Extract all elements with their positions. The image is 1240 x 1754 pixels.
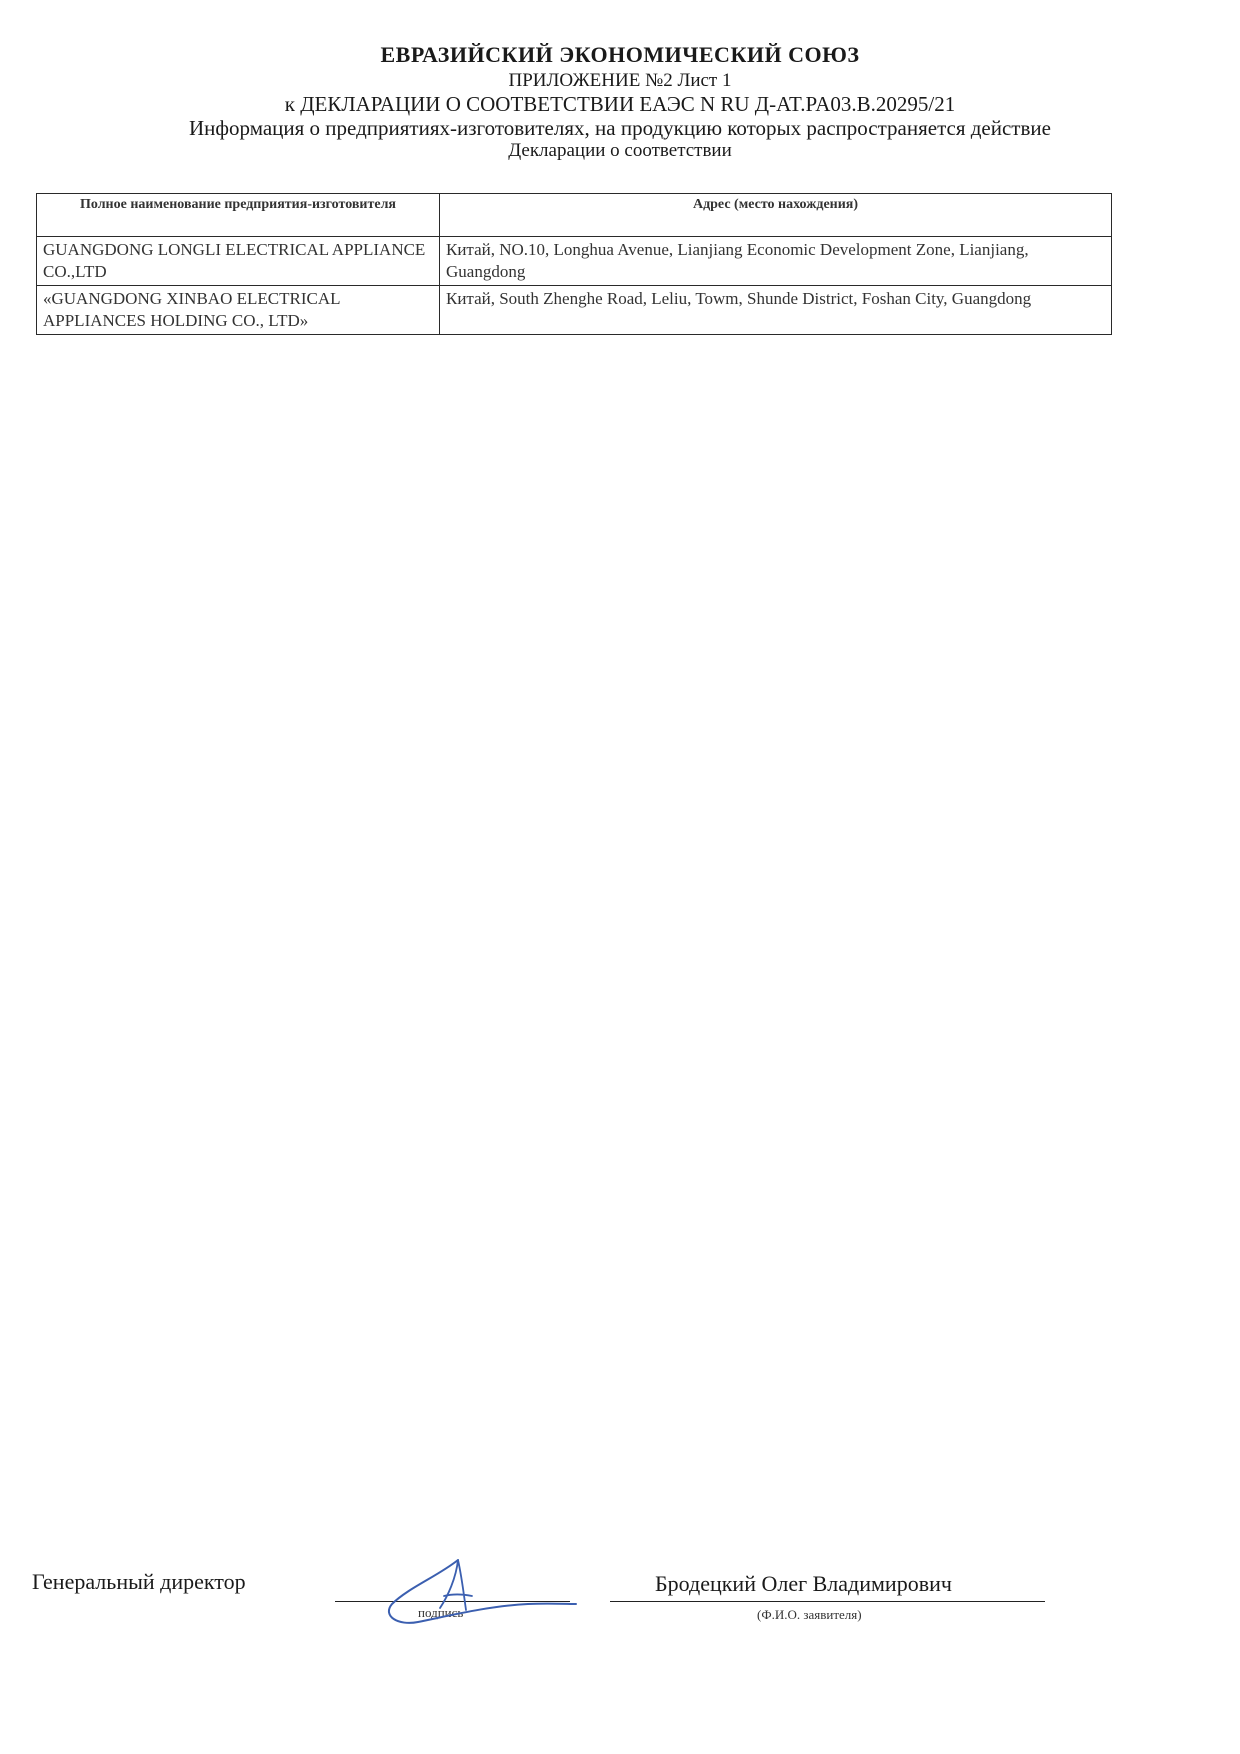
- document-header: [0, 40, 1240, 162]
- handwritten-signature: [378, 1548, 578, 1628]
- union-title: ЕВРАЗИЙСКИЙ ЭКОНОМИЧЕСКИЙ СОЮЗ: [380, 42, 860, 67]
- manufacturer-name: «GUANGDONG XINBAO ELECTRICAL APPLIANCES HOLDING CO., LTD»: [37, 286, 440, 335]
- signature-block: [0, 1555, 1240, 1635]
- signer-position: Генеральный директор: [32, 1569, 246, 1594]
- signature-caption: подпись: [418, 1605, 464, 1620]
- info-line-1: Информация о предприятиях-изготовителях, на продукцию которых распространяется действие: [189, 116, 1051, 140]
- name-caption: (Ф.И.О. заявителя): [757, 1607, 862, 1622]
- signer-name: Бродецкий Олег Владимирович: [655, 1571, 952, 1596]
- col-address-header: Адрес (место нахождения): [440, 194, 1112, 237]
- name-line: [610, 1601, 1045, 1602]
- manufacturers-table: [36, 193, 1112, 335]
- manufacturer-name: GUANGDONG LONGLI ELECTRICAL APPLIANCE CO.,LTD: [37, 237, 440, 286]
- table-row: [37, 237, 1112, 286]
- declaration-number: к ДЕКЛАРАЦИИ О СООТВЕТСТВИИ ЕАЭС N RU Д-AT.PA03.B.20295/21: [284, 92, 956, 116]
- col-name-header: Полное наименование предприятия-изготовителя: [37, 194, 440, 237]
- appendix-title: ПРИЛОЖЕНИЕ №2 Лист 1: [508, 70, 732, 91]
- manufacturer-address: Китай, South Zhenghe Road, Leliu, Towm, Shunde District, Foshan City, Guangdong: [440, 286, 1112, 335]
- manufacturer-address: Китай, NO.10, Longhua Avenue, Lianjiang Economic Development Zone, Lianjiang, Guangdong: [440, 237, 1112, 286]
- table-row: [37, 286, 1112, 335]
- info-line-2: Декларации о соответствии: [508, 140, 732, 161]
- table-header-row: [37, 194, 1112, 237]
